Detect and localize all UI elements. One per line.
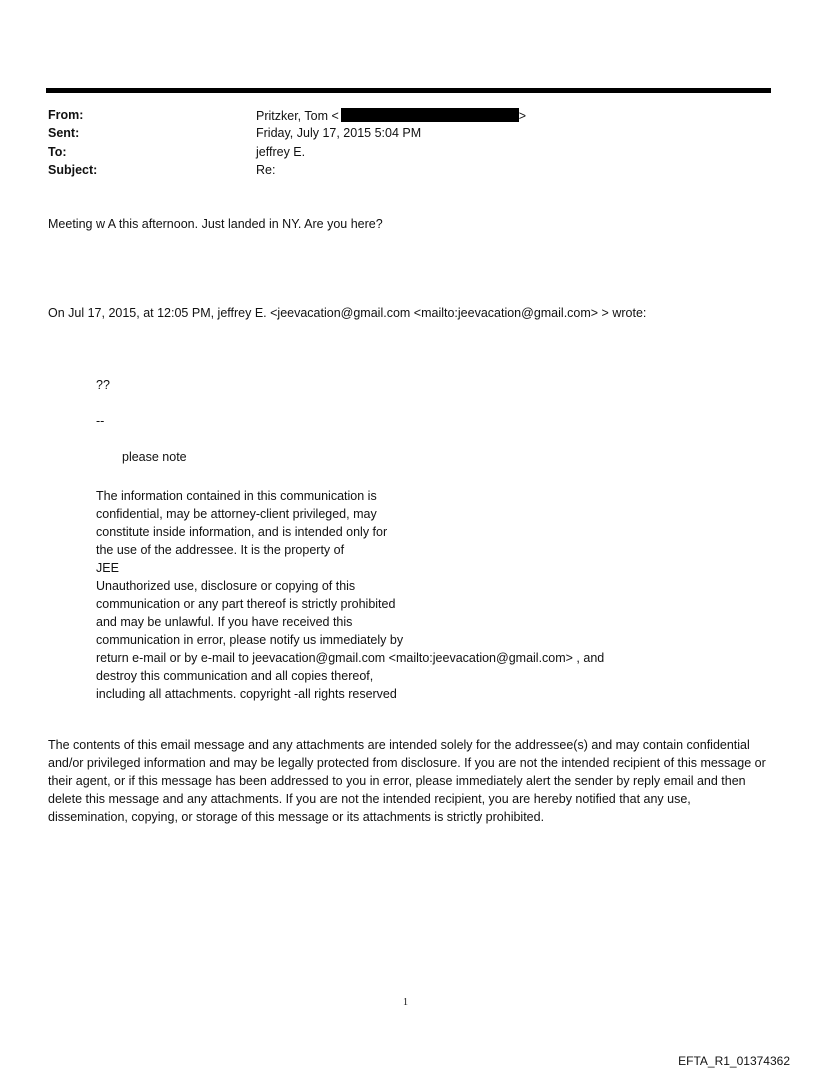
sent-value: Friday, July 17, 2015 5:04 PM (256, 126, 422, 140)
quoted-line: The information contained in this communication is (96, 489, 377, 503)
subject-value: Re: (256, 163, 276, 177)
quoted-question: ?? (96, 378, 110, 392)
quoted-line: including all attachments. copyright -all rights reserved (96, 687, 397, 701)
quoted-confidentiality-notice (96, 487, 604, 703)
quoted-line: destroy this communication and all copies thereof, (96, 669, 374, 683)
to-value: jeffrey E. (256, 145, 306, 159)
subject-label: Subject: (48, 163, 98, 177)
quoted-line: the use of the addressee. It is the property of (96, 543, 345, 557)
quoted-line: JEE (96, 561, 119, 575)
from-label: From: (48, 108, 84, 122)
page-number: 1 (403, 997, 408, 1008)
quoted-line: Unauthorized use, disclosure or copying of this (96, 579, 356, 593)
quoted-line: confidential, may be attorney-client privileged, may (96, 507, 377, 521)
quoted-line: communication or any part thereof is strictly prohibited (96, 597, 396, 611)
from-name: Pritzker, Tom < (256, 109, 339, 123)
quoted-separator: -- (96, 414, 105, 428)
to-label: To: (48, 145, 67, 159)
message-body: Meeting w A this afternoon. Just landed in NY. Are you here? (48, 217, 383, 231)
header-rule (46, 88, 771, 93)
email-disclaimer: The contents of this email message and any attachments are intended solely for the addressee(s) and may contain confidential and/or privileged information and may be legally protected from disclosure. If you are not the intended recipient of this message or their agent, or if this message has been addressed to you in error, please immediately alert the sender by reply email and then delete this message and any attachments. If you are not the intended recipient, you are hereby notified that any use, dissemination, copying, or storage of this message or its attachments is strictly prohibited. (48, 738, 766, 824)
quoted-line: and may be unlawful. If you have received this (96, 615, 353, 629)
from-value (256, 108, 526, 123)
quoted-note: please note (122, 450, 187, 464)
redaction-block (341, 108, 519, 122)
quoted-line: constitute inside information, and is intended only for (96, 525, 388, 539)
from-value-end: > (518, 109, 527, 123)
quoted-line: communication in error, please notify us immediately by (96, 633, 404, 647)
reply-header: On Jul 17, 2015, at 12:05 PM, jeffrey E. <jeevacation@gmail.com <mailto:jeevacation@gmail.com> > wrote: (48, 306, 647, 320)
sent-label: Sent: (48, 126, 80, 140)
quoted-line: return e-mail or by e-mail to jeevacation@gmail.com <mailto:jeevacation@gmail.com> , and (96, 651, 605, 665)
document-id: EFTA_R1_01374362 (678, 1054, 790, 1068)
